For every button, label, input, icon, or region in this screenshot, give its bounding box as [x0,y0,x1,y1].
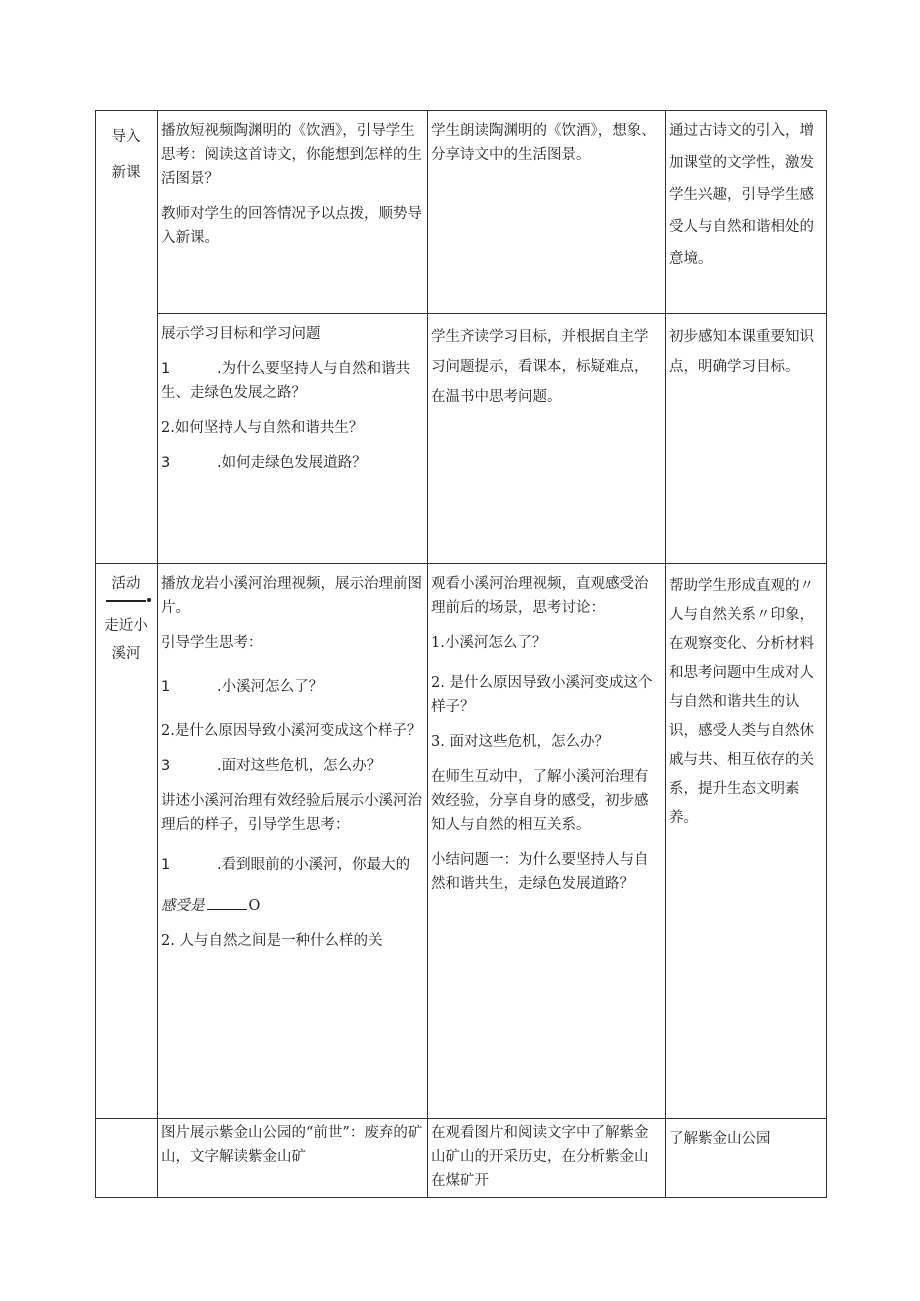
design-intent-cell [666,111,827,314]
student-question: 1.小溪河怎么了？ [431,635,547,651]
stage-label-line: 走近小溪河 [104,618,148,662]
intent-paragraph: 了解紫金山公园 [669,1131,771,1147]
student-question: 2. 是什么原因导致小溪河变成这个样子？ [431,675,653,715]
intent-paragraph: 初步感知本课重要知识点，明确学习目标。 [669,329,814,375]
lesson-plan-table [95,110,827,1198]
student-question: 3. 面对这些危机，怎么办？ [431,734,609,750]
teacher-paragraph: 展示学习目标和学习问题 [161,326,321,342]
teacher-activity-cell [158,564,428,1119]
student-paragraph: 学生齐读学习目标，并根据自主学习问题提示，看课本，标疑难点，在温书中思考问题。 [431,329,649,405]
student-paragraph: 观看小溪河治理视频，直观感受治理前后的场景，思考讨论： [431,576,649,616]
design-intent-cell [666,314,827,564]
intent-paragraph: 帮助学生形成直观的〃人与自然关系〃印象，在观察变化、分析材料和思考问题中生成对人与自然和谐共生的认识，感受人类与自然休戚与共、相互依存的关系，提升生态文明素养。 [669,578,814,826]
stage-label-line: 活动 [111,576,141,592]
teacher-paragraph: 图片展示紫金山公园的“前世”：废弃的矿山，文字解读紫金山矿 [161,1125,423,1165]
guide-question: 2.是什么原因导致小溪河变成这个样子？ [161,723,422,739]
teacher-activity-cell [158,1119,428,1198]
teacher-paragraph: 播放龙岩小溪河治理视频，展示治理前图片。 [161,576,422,616]
teacher-activity-cell [158,314,428,564]
stage-label-activity [96,564,158,1119]
intent-paragraph: 通过古诗文的引入，增加课堂的文学性，激发学生兴趣，引导学生感受人与自然和谐相处的意境。 [669,123,814,267]
teacher-paragraph: 引导学生思考： [161,635,263,651]
blank-underline [207,893,247,910]
table-row [96,314,827,564]
student-paragraph: 学生朗读陶渊明的《饮酒》，想象、分享诗文中的生活图景。 [431,123,656,163]
teacher-paragraph: 教师对学生的回答情况予以点拨，顺势导入新课。 [161,206,422,246]
student-paragraph: 小结问题一：为什么要坚持人与自然和谐共生，走绿色发展道路？ [431,852,649,892]
student-activity-cell [428,314,666,564]
fill-in-line: 感受是 O [161,893,423,918]
table-row [96,564,827,1119]
stage-label-empty [96,1119,158,1198]
student-paragraph: 在师生互动中，了解小溪河治理有效经验，分享自身的感受，初步感知人与自然的相互关系。 [431,769,649,833]
goal-question: 2.如何坚持人与自然和谐共生？ [161,420,364,436]
teacher-paragraph: 播放短视频陶渊明的《饮酒》，引导学生思考：阅读这首诗文，你能想到怎样的生活图景？ [161,123,422,187]
dash-mark [106,600,146,602]
teacher-activity-cell [158,111,428,314]
table-row [96,111,827,314]
student-paragraph: 在观看图片和阅读文字中了解紫金山矿山的开采历史，在分析紫金山在煤矿开 [431,1125,649,1189]
design-intent-cell [666,564,827,1119]
guide-question: 2. 人与自然之间是一种什么样的关 [161,933,383,949]
stage-label-intro [96,111,158,564]
design-intent-cell [666,1119,827,1198]
table-row [96,1119,827,1198]
teacher-paragraph: 讲述小溪河治理有效经验后展示小溪河治理后的样子，引导学生思考： [161,793,422,833]
student-activity-cell [428,1119,666,1198]
goal-question: 1 .为什么要坚持人与自然和谐共生、走绿色发展之路？ [161,361,411,401]
guide-question: 1 .小溪河怎么了？ [161,679,324,695]
stage-label-line: 新课 [111,165,141,181]
student-activity-cell [428,111,666,314]
goal-question: 3 .如何走绿色发展道路？ [161,455,367,471]
guide-question: 1 .看到眼前的小溪河，你最大的 [161,857,411,873]
stage-label-line: 导入 [111,129,141,145]
student-activity-cell [428,564,666,1119]
guide-question: 3 .面对这些危机，怎么办？ [161,758,382,774]
